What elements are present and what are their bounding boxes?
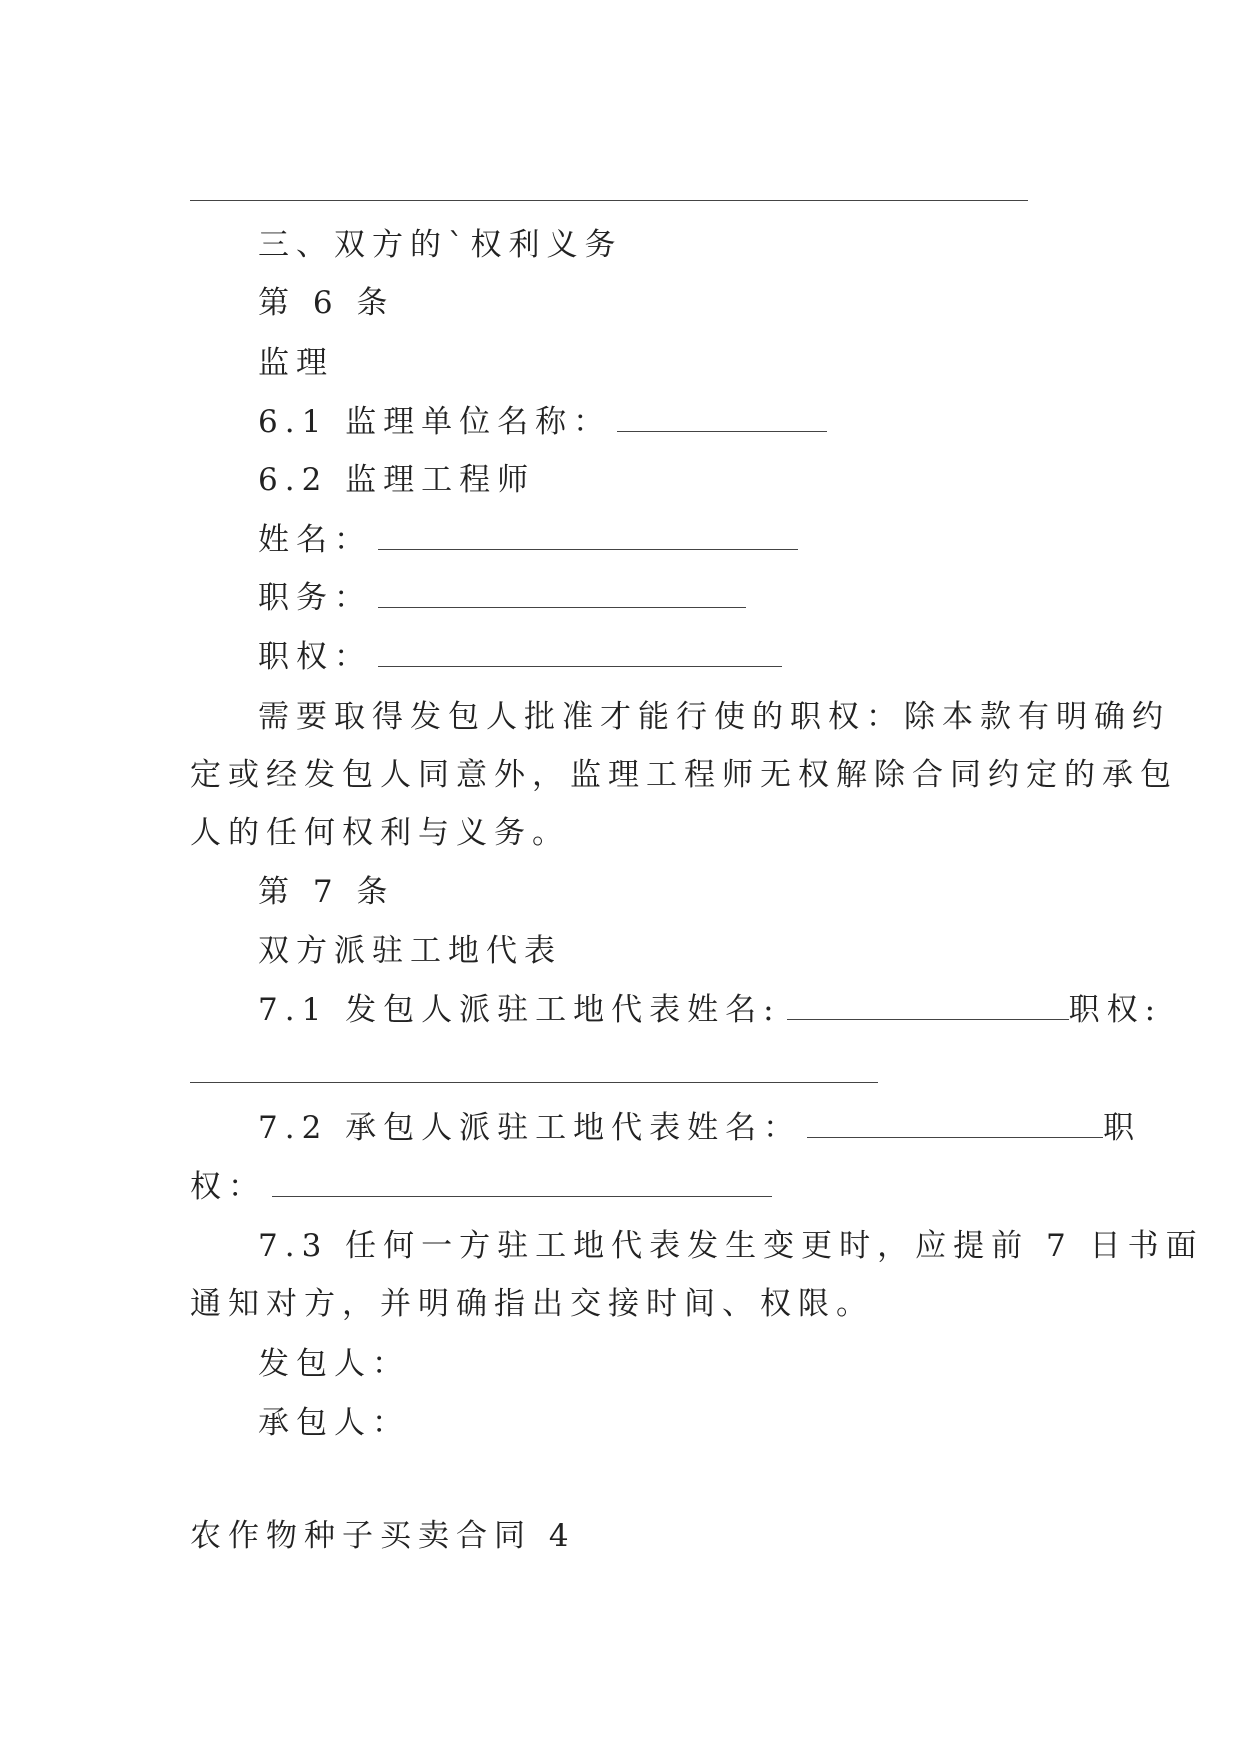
clause-6-1 — [258, 402, 827, 442]
contractor-rep-power-blank — [272, 1170, 772, 1197]
top-divider — [190, 200, 1028, 201]
clause-7-2-power-label-a: 职 — [1103, 1110, 1142, 1146]
clause-7-1-label: 7.1 发包人派驻工地代表姓名: — [258, 992, 781, 1028]
contractor-signature-label: 承包人： — [258, 1405, 410, 1441]
engineer-name-blank — [378, 523, 798, 550]
clause-7-1 — [258, 990, 1162, 1030]
clause-6-1-label: 6.1 监理单位名称： — [258, 404, 612, 440]
employer-rep-power-blank — [190, 1082, 878, 1083]
article-6-subject: 监理 — [258, 345, 334, 381]
approval-paragraph-line-1: 需要取得发包人批准才能行使的职权：除本款有明确约 — [258, 699, 1170, 735]
clause-7-2-label: 7.2 承包人派驻工地代表姓名： — [258, 1110, 802, 1146]
clause-7-2-power-row — [190, 1167, 772, 1207]
approval-paragraph-line-2: 定或经发包人同意外，监理工程师无权解除合同约定的承包 — [190, 757, 1178, 793]
contractor-rep-name-blank — [807, 1111, 1103, 1138]
engineer-name-label: 姓名： — [258, 522, 372, 558]
article-6-heading: 第 6 条 — [258, 285, 395, 321]
engineer-power-blank — [378, 640, 782, 667]
engineer-power-row — [258, 637, 782, 677]
clause-7-3-line-2: 通知对方，并明确指出交接时间、权限。 — [190, 1286, 874, 1322]
engineer-duty-blank — [378, 581, 746, 608]
engineer-duty-row — [258, 578, 746, 618]
clause-7-1-power-label: 职权: — [1068, 992, 1163, 1028]
employer-rep-name-blank — [787, 993, 1069, 1020]
clause-7-3-line-1: 7.3 任何一方驻工地代表发生变更时，应提前 7 日书面 — [258, 1228, 1204, 1264]
next-contract-title: 农作物种子买卖合同 4 — [190, 1518, 576, 1554]
supervision-unit-blank — [617, 405, 827, 432]
section-title: 三、双方的`权利义务 — [258, 227, 623, 263]
clause-7-2-power-label-b: 权： — [190, 1169, 266, 1205]
engineer-power-label: 职权： — [258, 639, 372, 675]
engineer-duty-label: 职务： — [258, 580, 372, 616]
clause-7-2 — [258, 1108, 1141, 1148]
engineer-name-row — [258, 520, 798, 560]
article-7-subject: 双方派驻工地代表 — [258, 933, 562, 969]
clause-6-2: 6.2 监理工程师 — [258, 462, 536, 498]
approval-paragraph-line-3: 人的任何权利与义务。 — [190, 815, 570, 851]
article-7-heading: 第 7 条 — [258, 874, 395, 910]
employer-signature-label: 发包人： — [258, 1346, 410, 1382]
